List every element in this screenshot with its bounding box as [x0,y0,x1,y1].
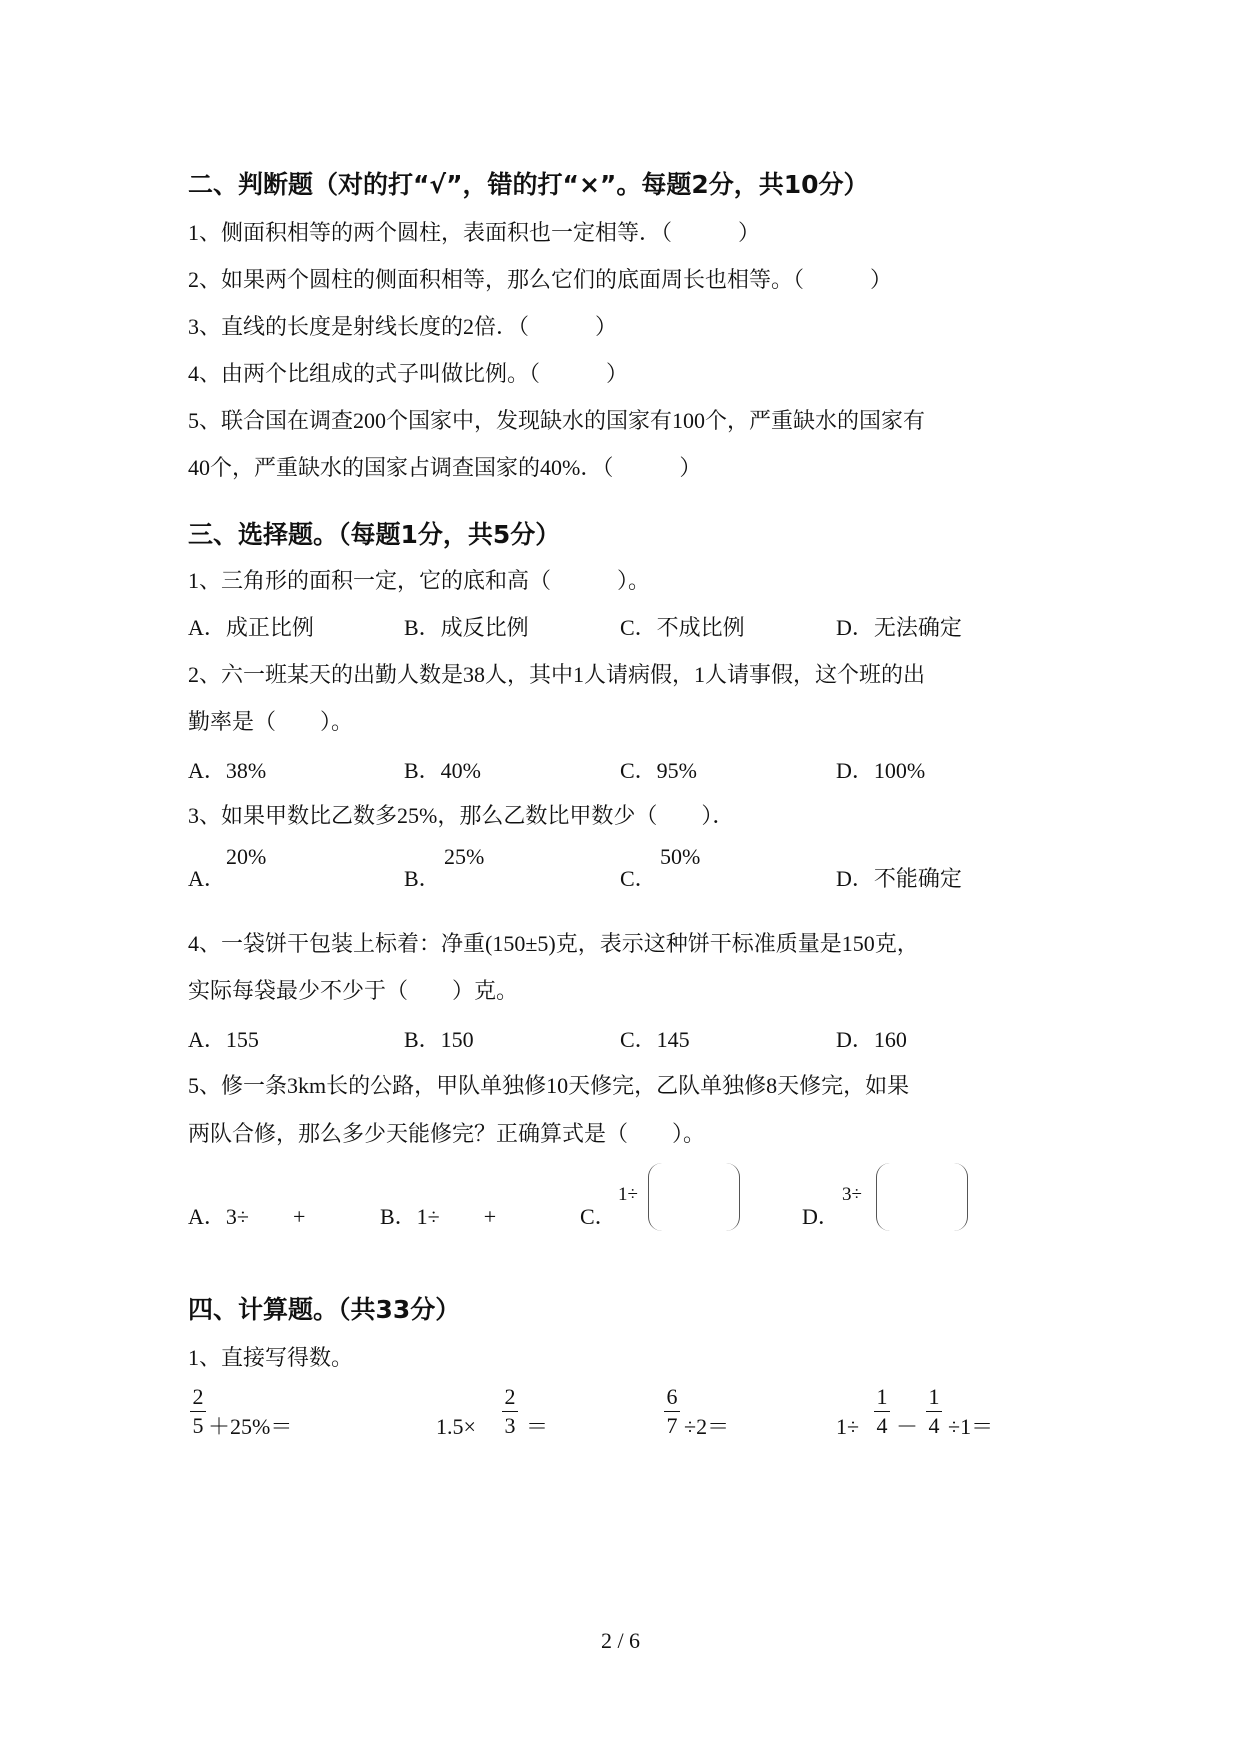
question: 4、由两个比组成的式子叫做比例。（ ） [188,361,629,386]
option-b-value: 25% [444,844,485,869]
denominator: 4 [876,1413,888,1438]
question: 1、直接写得数。 [188,1345,354,1370]
question-continued: 两队合修，那么多少天能修完？正确算式是（ ）。 [188,1121,706,1146]
option-d: D．160 [836,1027,907,1052]
fraction-bar [664,1411,680,1412]
denominator: 7 [666,1413,678,1438]
fraction [502,1386,518,1437]
option-a: A． [188,866,226,891]
expression-rest: ÷1＝ [948,1414,994,1439]
option-d: D． [802,1204,840,1229]
option-d: D．不能确定 [836,866,962,891]
fraction-bar [502,1411,518,1412]
expression-prefix: 1.5× [436,1414,476,1439]
option-b: B．150 [404,1027,474,1052]
section-4-heading: 四、计算题。（共33分） [188,1295,461,1324]
fraction [190,1386,206,1437]
fraction [926,1386,942,1437]
question: 5、联合国在调查200个国家中，发现缺水的国家有100个，严重缺水的国家有 [188,408,926,433]
option-b: B． [404,866,441,891]
parenthesis [648,1163,740,1231]
question: 4、一袋饼干包装上标着：净重(150±5)克，表示这种饼干标准质量是150克， [188,931,919,956]
option-b: B．成反比例 [404,615,529,640]
option-c: C． [580,1204,617,1229]
question: 1、侧面积相等的两个圆柱，表面积也一定相等．（ ） [188,220,761,245]
fraction [664,1386,680,1437]
option-b: B．1÷ + [380,1204,497,1229]
question: 1、三角形的面积一定，它的底和高（ ）。 [188,568,651,593]
parenthesis [876,1163,968,1231]
option-a: A．成正比例 [188,615,314,640]
numerator: 1 [876,1384,888,1409]
option-c-prefix: 1÷ [618,1184,638,1205]
question: 3、如果甲数比乙数多25%，那么乙数比甲数少（ ）． [188,803,735,828]
denominator: 4 [928,1413,940,1438]
option-b: B．40% [404,758,482,783]
option-c-value: 50% [660,844,701,869]
question: 5、修一条3km长的公路，甲队单独修10天修完，乙队单独修8天修完，如果 [188,1073,910,1098]
question-continued: 实际每袋最少不少于（ ）克。 [188,978,519,1003]
expression-rest: ÷2＝ [684,1414,730,1439]
numerator: 2 [504,1384,516,1409]
page-number: 2 / 6 [600,1628,641,1653]
fraction [874,1386,890,1437]
question: 3、直线的长度是射线长度的2倍．（ ） [188,314,618,339]
fraction-bar [190,1411,206,1412]
denominator: 3 [504,1413,516,1438]
numerator: 6 [666,1384,678,1409]
denominator: 5 [192,1413,204,1438]
minus-sign: － [896,1414,919,1439]
option-d: D．无法确定 [836,615,962,640]
option-a: A．155 [188,1027,259,1052]
question-continued: 40个，严重缺水的国家占调查国家的40%．（ ） [188,455,702,480]
option-c: C．95% [620,758,698,783]
question: 2、六一班某天的出勤人数是38人，其中1人请病假，1人请事假，这个班的出 [188,662,926,687]
expression-rest: ＝ [526,1414,549,1439]
expression-rest: ＋25%＝ [208,1414,293,1439]
fraction-bar [874,1411,890,1412]
section-3-heading: 三、选择题。（每题1分，共5分） [188,520,561,549]
option-a: A．3÷ + [188,1204,306,1229]
option-d: D．100% [836,758,926,783]
option-c: C． [620,866,657,891]
option-c: C．不成比例 [620,615,745,640]
option-a-value: 20% [226,844,267,869]
fraction-bar [926,1411,942,1412]
numerator: 2 [192,1384,204,1409]
option-c: C．145 [620,1027,690,1052]
question: 2、如果两个圆柱的侧面积相等，那么它们的底面周长也相等。（ ） [188,267,893,292]
numerator: 1 [928,1384,940,1409]
question-continued: 勤率是（ ）。 [188,709,354,734]
expression-prefix: 1÷ [836,1414,860,1439]
section-2-heading: 二、判断题（对的打“√”，错的打“×”。每题2分，共10分） [188,170,869,199]
option-a: A．38% [188,758,267,783]
option-d-prefix: 3÷ [842,1184,862,1205]
